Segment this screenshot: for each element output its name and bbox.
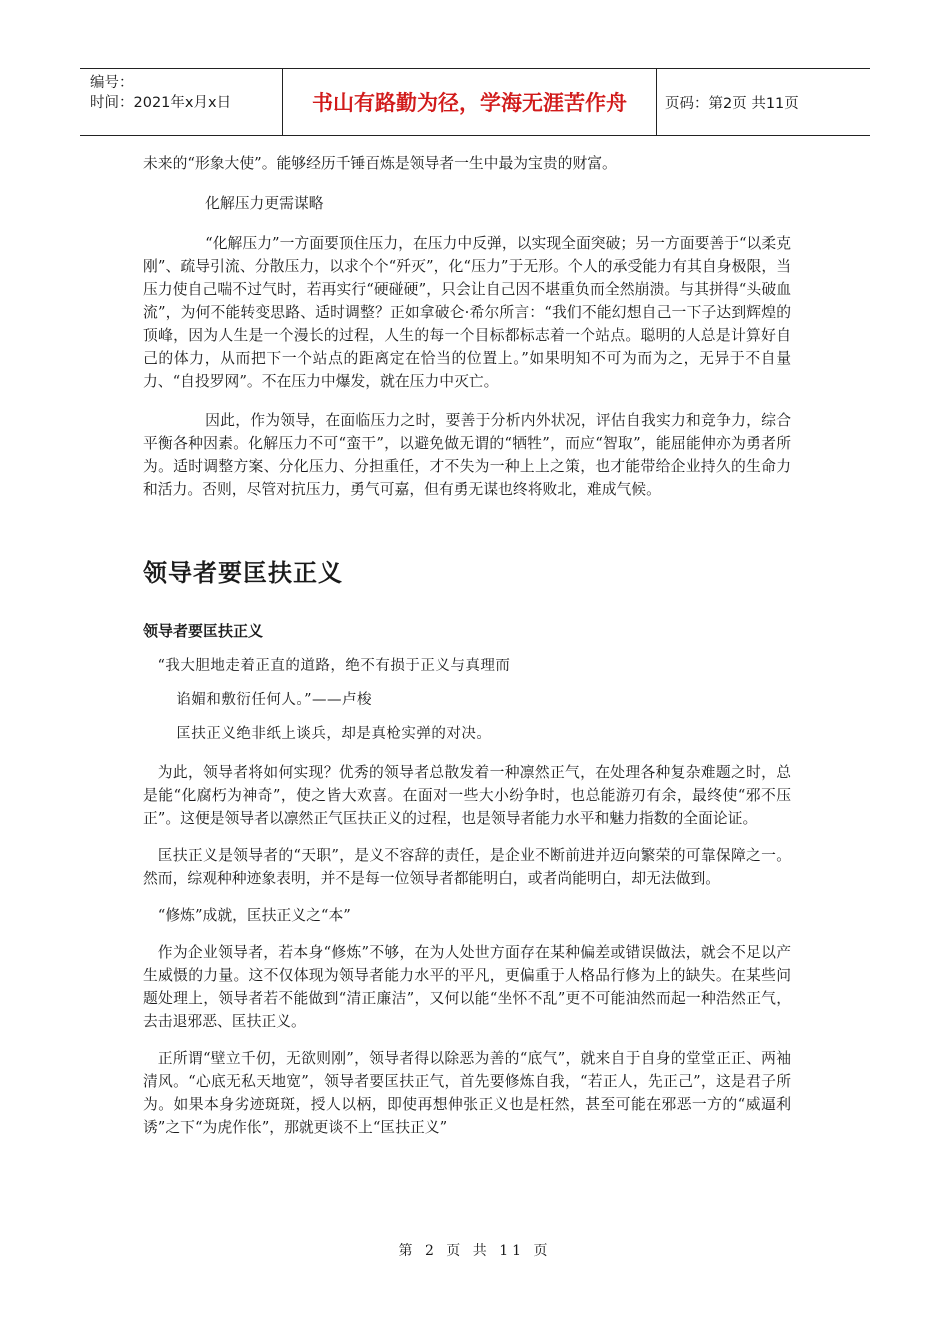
- quote-line-2: 谄媚和敷衍任何人。”——卢梭: [176, 692, 373, 708]
- paragraph-4: 为此，领导者将如何实现？优秀的领导者总散发着一种凛然正气，在处理各种复杂难题之时，总是能“化腐朽为神奇”，使之皆大欢喜。在面对一些大小纷争时，也总能游刃有余，最终使“邪不压正”。这便是领导者以凛然正气匡扶正义的过程，也是领导者能力水平和魅力指数的全面论证。: [143, 764, 791, 827]
- paragraph-3: 因此，作为领导，在面临压力之时，要善于分析内外状况，评估自我实力和竞争力，综合平衡各种因素。化解压力不可“蛮干”，以避免做无谓的“牺牲”，而应“智取”，能屈能伸亦为勇者所为。适时调整方案、分化压力、分担重任，才不失为一种上上之策，也才能带给企业持久的生命力和活力。否则，尽管对抗压力，勇气可嘉，但有勇无谋也终将败北，难成气候。: [143, 412, 791, 498]
- section-subtitle: 领导者要匡扶正义: [143, 622, 264, 640]
- doc-number-label: 编号：: [90, 75, 134, 91]
- document-body: [143, 152, 791, 1139]
- time-label: 时间：2021年x月x日: [90, 95, 232, 111]
- header-page-info: 页码：第2页 共11页: [665, 95, 799, 112]
- quote-line-3: 匡扶正义绝非纸上谈兵，却是真枪实弹的对决。: [176, 726, 492, 742]
- header-motto: 书山有路勤为径，学海无涯苦作舟: [283, 69, 657, 135]
- subheading-strategy: 化解压力更需谋略: [205, 195, 324, 212]
- paragraph-5: 匡扶正义是领导者的“天职”，是义不容辞的责任，是企业不断前进并迈向繁荣的可靠保障之一。然而，综观种种迹象表明，并不是每一位领导者都能明白，或者尚能明白，却无法做到。: [143, 847, 791, 887]
- section-title: 领导者要匡扶正义: [143, 559, 343, 587]
- quote-line-1: “我大胆地走着正直的道路，绝不有损于正义与真理而: [157, 658, 511, 674]
- paragraph-6: 作为企业领导者，若本身“修炼”不够，在为人处世方面存在某种偏差或错误做法，就会不足以产生威慑的力量。这不仅体现为领导者能力水平的平凡，更偏重于人格品行修为上的缺失。在某些问题处理上，领导者若不能做到“清正廉洁”，又何以能“坐怀不乱”更不可能油然而起一种浩然正气，去击退邪恶、匡扶正义。: [143, 944, 791, 1030]
- paragraph-1: 未来的“形象大使”。能够经历千锤百炼是领导者一生中最为宝贵的财富。: [143, 155, 617, 172]
- header-table: [80, 68, 870, 136]
- subheading-cultivation: “修炼”成就，匡扶正义之“本”: [157, 907, 351, 924]
- header-meta: [80, 69, 283, 135]
- page-footer: 第 2 页 共 11 页: [398, 1243, 552, 1259]
- paragraph-7: 正所谓“壁立千仞，无欲则刚”，领导者得以除恶为善的“底气”，就来自于自身的堂堂正正、两袖清风。“心底无私天地宽”，领导者要匡扶正气，首先要修炼自我，“若正人，先正己”，这是君子所为。如果本身劣迹斑斑，授人以柄，即使再想伸张正义也是枉然，甚至可能在邪恶一方的“威逼利诱”之下“为虎作伥”，那就更谈不上“匡扶正义”: [143, 1050, 791, 1136]
- paragraph-2: “化解压力”一方面要顶住压力，在压力中反弹，以实现全面突破；另一方面要善于“以柔克刚”、疏导引流、分散压力，以求个个“歼灭”，化“压力”于无形。个人的承受能力有其自身极限，当压力使自己喘不过气时，若再实行“硬碰硬”，只会让自己因不堪重负而全然崩溃。与其拼得“头破血流”，为何不能转变思路、适时调整？正如拿破仑·希尔所言：“我们不能幻想自己一下子达到辉煌的顶峰，因为人生是一个漫长的过程，人生的每一个目标都标志着一个站点。聪明的人总是计算好自己的体力，从而把下一个站点的距离定在恰当的位置上。”如果明知不可为而为之，无异于不自量力、“自投罗网”。不在压力中爆发，就在压力中灭亡。: [143, 235, 791, 390]
